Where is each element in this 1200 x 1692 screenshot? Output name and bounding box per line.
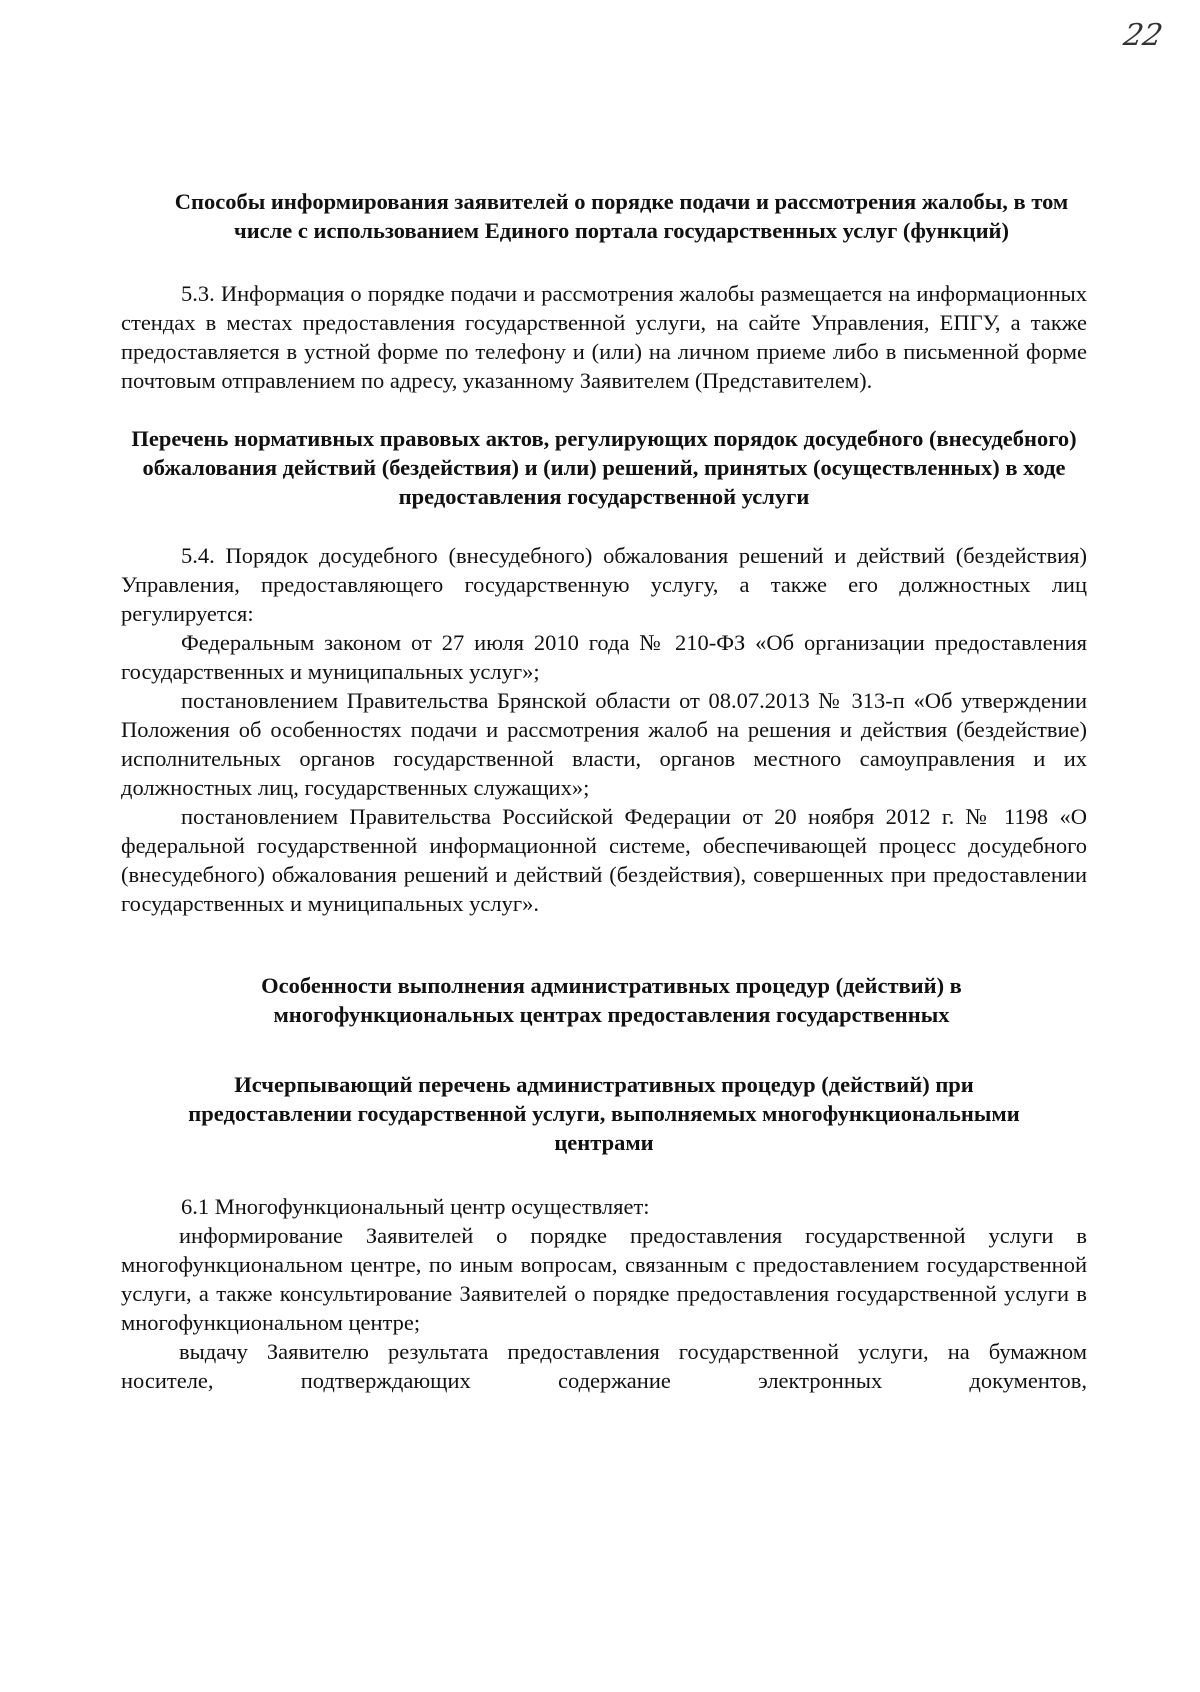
paragraph-5-3: 5.3. Информация о порядке подачи и рассмотрения жалобы размещается на информационных стендах в местах предоставления государственной услуги, на сайте Управления, ЕПГУ, а также предоставляется в устной форме по телефону и (или) на личном приеме либо в письменной форме почтовым отправлением по адресу, указанному Заявителем (Представителем). <box>121 281 1087 393</box>
paragraph-issuance: выдачу Заявителю результата предоставления государственной услуги, на бумажном носителе, подтверждающих содержание электронных документов, <box>121 1339 1087 1393</box>
paragraph-rf-resolution: постановлением Правительства Российской Федерации от 20 ноября 2012 г. № 1198 «О федеральной государственной информационной системе, обеспечивающей процесс досудебного (внесудебного) обжалования решений и действий (бездействия), совершенных при предоставлении государственных и муниципальных услуг». <box>121 804 1087 916</box>
document-body <box>121 187 1087 1395</box>
paragraph-informing: информирование Заявителей о порядке предоставления государственной услуги в многофункциональном центре, по иным вопросам, связанным с предоставлением государственной услуги, а также консультирование Заявителей о порядке предоставления государственной услуги в многофункциональном центре; <box>121 1223 1087 1335</box>
section-heading-mfc-procedures: Исчерпывающий перечень административных процедур (действий) при предоставлении государственной услуги, выполняемых многофункциональными центрами <box>188 1072 1020 1155</box>
section-heading-complaint-info: Способы информирования заявителей о порядке подачи и рассмотрения жалобы, в том числе с использованием Единого портала государственных услуг (функций) <box>174 189 1069 243</box>
paragraph-bryansk-resolution: постановлением Правительства Брянской области от 08.07.2013 № 313-п «Об утверждении Положения об особенностях подачи и рассмотрения жалоб на решения и действия (бездействие) исполнительных органов государственной власти, органов местного самоуправления и их должностных лиц, государственных служащих»; <box>121 688 1087 800</box>
paragraph-5-4: 5.4. Порядок досудебного (внесудебного) обжалования решений и действий (бездействия) Управления, предоставляющего государственную услугу, а также его должностных лиц регулируется: <box>121 543 1087 626</box>
paragraph-federal-law: Федеральным законом от 27 июля 2010 года № 210-ФЗ «Об организации предоставления государственных и муниципальных услуг»; <box>121 630 1087 684</box>
section-heading-legal-acts: Перечень нормативных правовых актов, регулирующих порядок досудебного (внесудебного) обжалования действий (бездействия) и (или) решений, принятых (осуществленных) в ходе предоставления государственной услуги <box>131 426 1077 509</box>
page-number: 22 <box>1120 18 1166 53</box>
paragraph-6-1: 6.1 Многофункциональный центр осуществляет: <box>181 1194 650 1219</box>
section-heading-mfc-features: Особенности выполнения административных процедур (действий) в многофункциональных центрах предоставления государственных <box>261 973 962 1027</box>
